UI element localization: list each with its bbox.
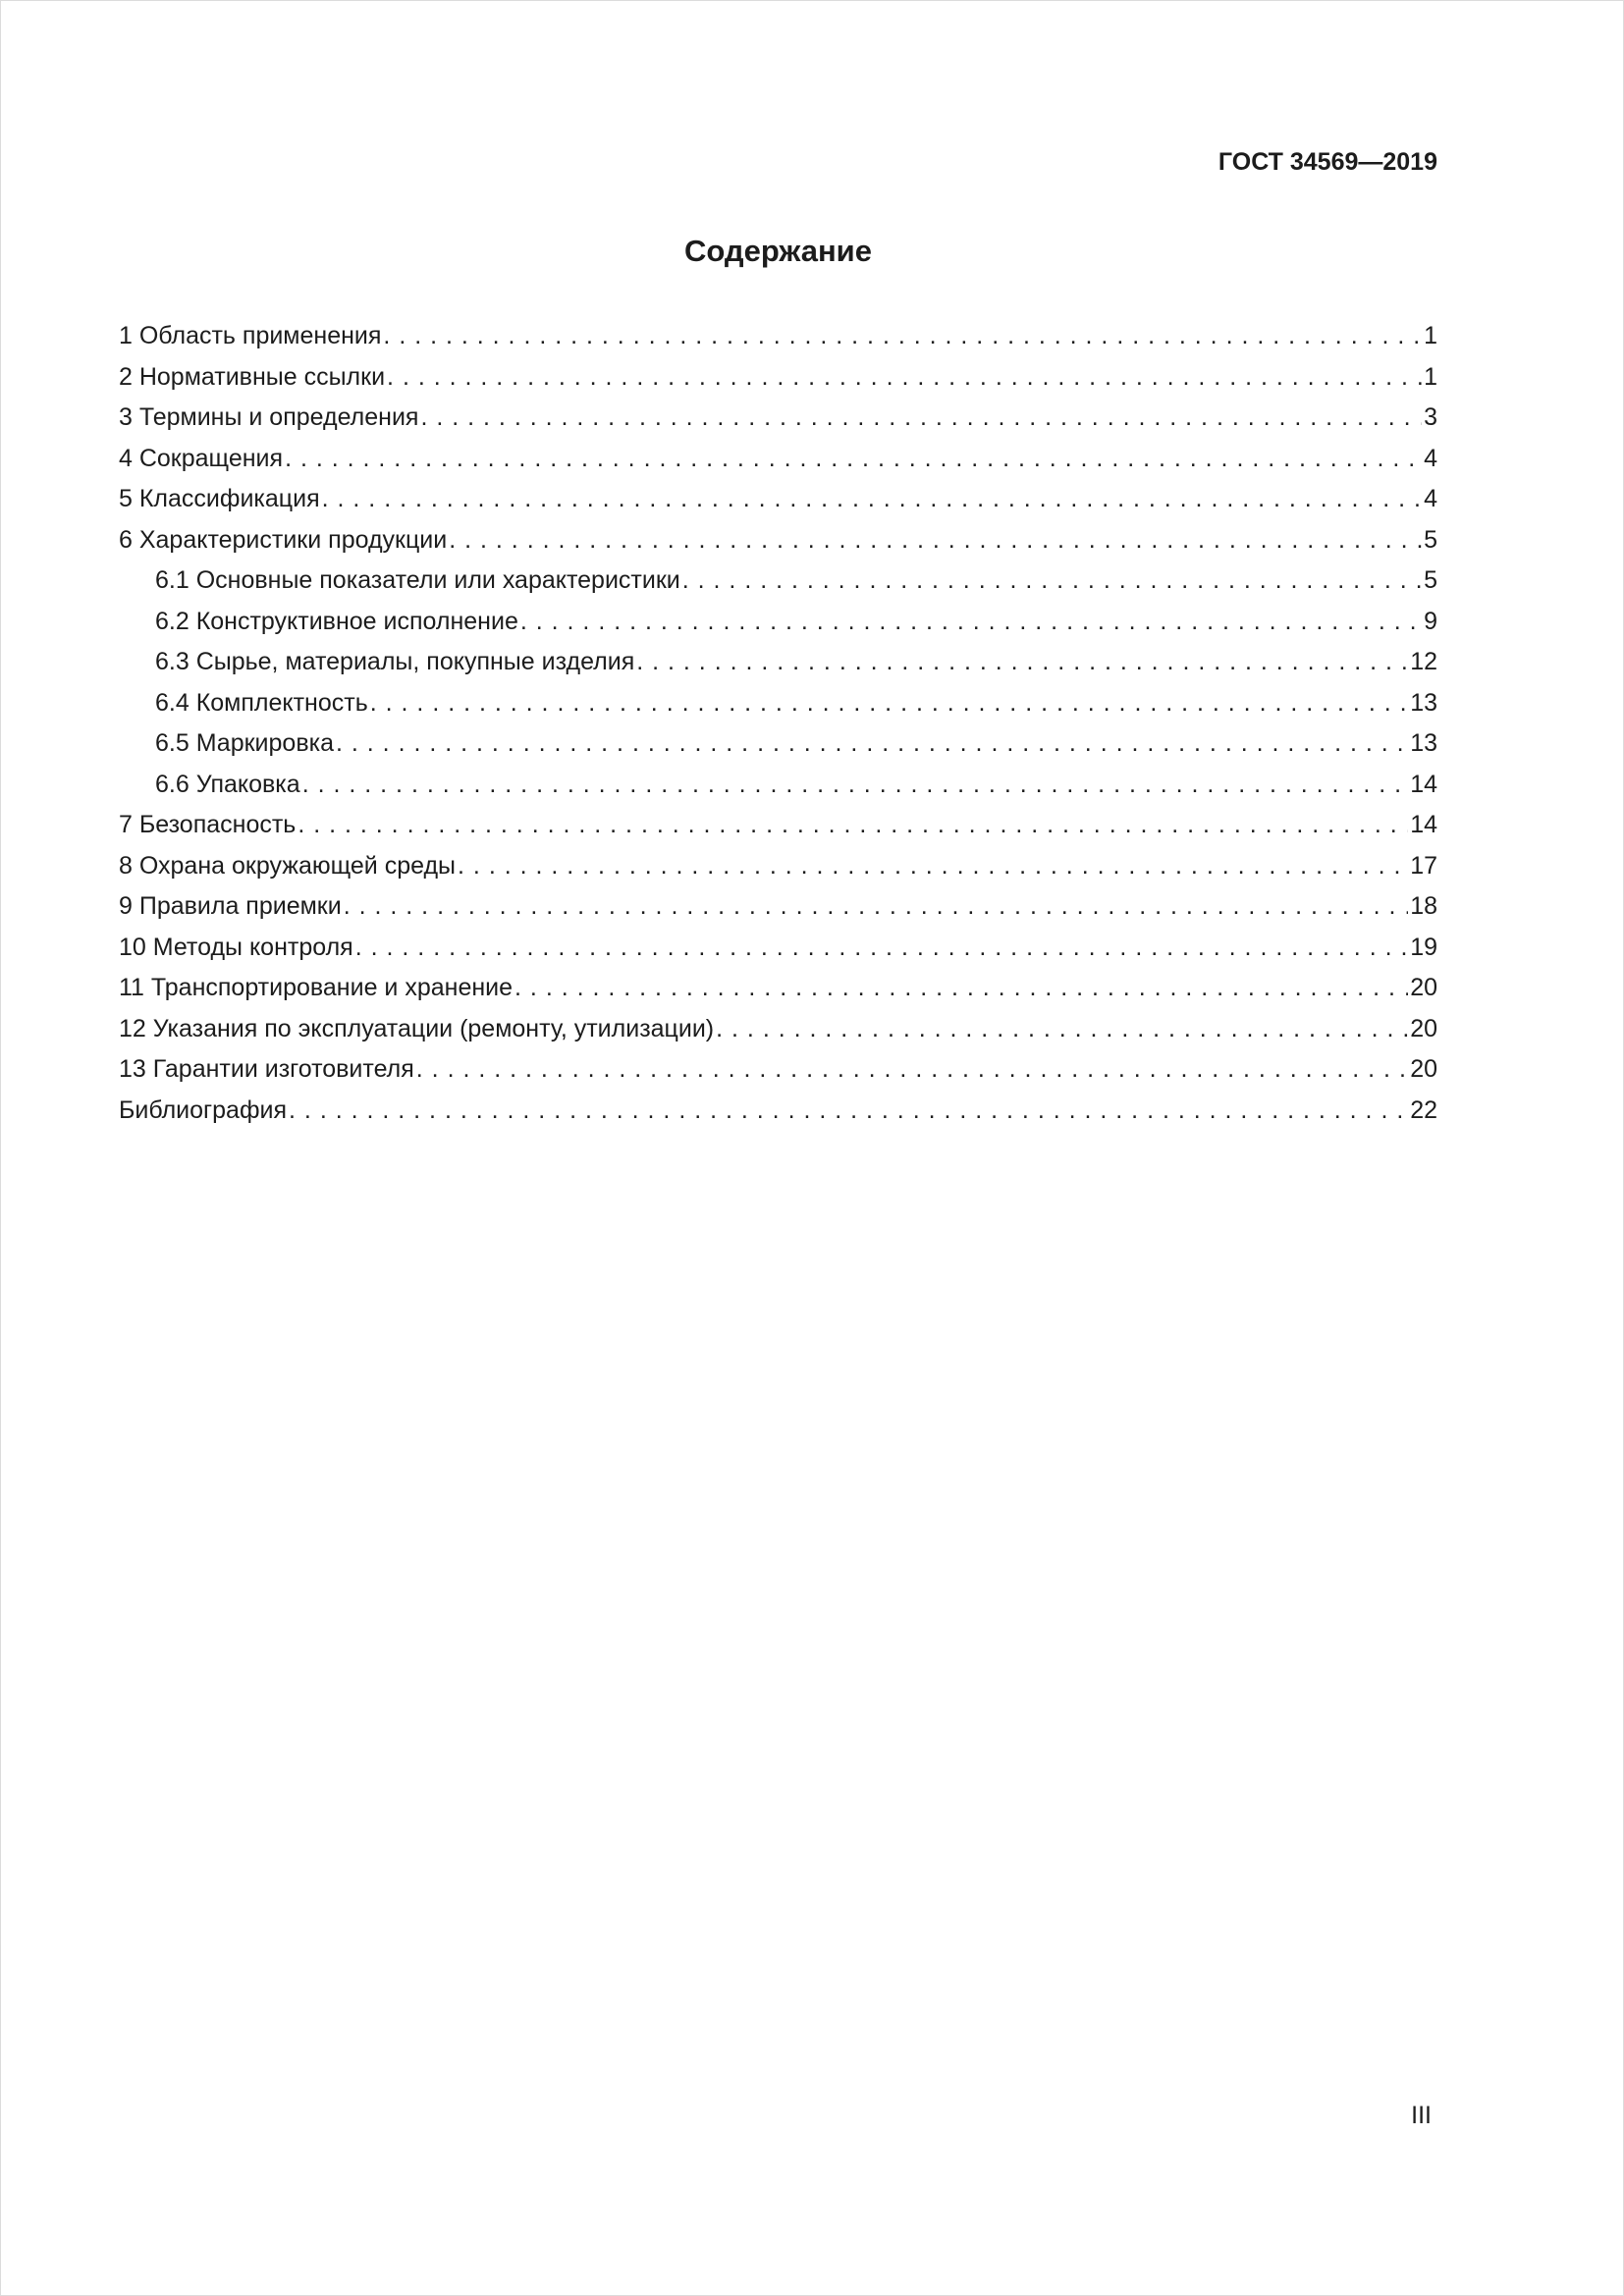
toc-dot-leader	[682, 561, 1422, 602]
toc-dot-leader	[416, 1049, 1408, 1091]
page-number: III	[1411, 2102, 1432, 2129]
document-number: ГОСТ 34569—2019	[1218, 148, 1437, 176]
toc-dot-leader	[449, 520, 1422, 561]
toc-entry	[119, 561, 1437, 602]
toc-dot-leader	[458, 846, 1408, 887]
toc-entry	[119, 520, 1437, 561]
toc-entry-page: 19	[1410, 933, 1437, 961]
toc-entry-page: 13	[1410, 688, 1437, 717]
toc-entry	[119, 968, 1437, 1009]
toc-entry-label: 6.2 Конструктивное исполнение	[155, 607, 518, 635]
toc-entry-page: 5	[1424, 566, 1437, 594]
toc-dot-leader	[514, 968, 1408, 1009]
toc-entry-page: 5	[1424, 525, 1437, 554]
toc-entry-label: 6.6 Упаковка	[155, 770, 300, 798]
toc-dot-leader	[289, 1091, 1408, 1132]
toc-dot-leader	[322, 479, 1422, 520]
toc-entry	[119, 928, 1437, 969]
toc-entry-label: 6 Характеристики продукции	[119, 525, 448, 554]
toc-entry	[119, 479, 1437, 520]
toc-entry-label: 2 Нормативные ссылки	[119, 362, 386, 391]
toc-entry	[119, 846, 1437, 887]
toc-entry-label: 3 Термины и определения	[119, 403, 419, 431]
toc-entry-label: 12 Указания по эксплуатации (ремонту, утилизации)	[119, 1014, 715, 1042]
toc-dot-leader	[420, 398, 1422, 439]
toc-entry-page: 3	[1424, 403, 1437, 431]
toc-entry	[119, 1009, 1437, 1050]
toc-entry	[119, 1049, 1437, 1091]
toc-entry-label: 6.4 Комплектность	[155, 688, 368, 717]
toc-dot-leader	[716, 1009, 1408, 1050]
toc-entry-page: 14	[1410, 770, 1437, 798]
toc-dot-leader	[302, 765, 1408, 806]
toc-dot-leader	[387, 357, 1422, 399]
toc-entry-label: 7 Безопасность	[119, 811, 297, 838]
toc-dot-leader	[383, 316, 1422, 357]
table-of-contents	[119, 316, 1437, 1131]
toc-entry-page: 12	[1410, 648, 1437, 675]
toc-entry	[119, 886, 1437, 928]
toc-entry-label: 6.5 Маркировка	[155, 729, 334, 757]
toc-entry-page: 4	[1424, 485, 1437, 512]
toc-dot-leader	[636, 642, 1408, 683]
toc-entry	[119, 602, 1437, 643]
toc-entry-page: 13	[1410, 729, 1437, 757]
toc-entry-label: 1 Область применения	[119, 322, 382, 349]
toc-entry	[119, 1091, 1437, 1132]
toc-dot-leader	[370, 683, 1408, 724]
page-title: Содержание	[684, 234, 872, 268]
toc-dot-leader	[298, 805, 1408, 846]
toc-entry-page: 22	[1410, 1095, 1437, 1124]
toc-entry-label: 6.1 Основные показатели или характеристики	[155, 566, 680, 594]
toc-entry	[119, 765, 1437, 806]
toc-entry-page: 18	[1410, 892, 1437, 920]
toc-entry-page: 1	[1424, 322, 1437, 349]
toc-entry-label: 6.3 Сырье, материалы, покупные изделия	[155, 648, 635, 675]
toc-entry	[119, 316, 1437, 357]
toc-entry-label: 11 Транспортирование и хранение	[119, 974, 514, 1001]
toc-dot-leader	[520, 602, 1422, 643]
toc-entry-page: 4	[1424, 444, 1437, 472]
toc-entry-page: 20	[1410, 974, 1437, 1001]
toc-entry-page: 20	[1410, 1014, 1437, 1042]
toc-entry	[119, 439, 1437, 480]
toc-entry-page: 9	[1424, 607, 1437, 635]
toc-dot-leader	[344, 886, 1408, 928]
toc-entry	[119, 642, 1437, 683]
toc-dot-leader	[355, 928, 1408, 969]
toc-entry-label: Библиография	[119, 1095, 288, 1124]
toc-entry-label: 8 Охрана окружающей среды	[119, 851, 457, 880]
toc-entry	[119, 683, 1437, 724]
toc-dot-leader	[285, 439, 1422, 480]
toc-entry	[119, 398, 1437, 439]
toc-entry-page: 1	[1424, 362, 1437, 391]
toc-entry	[119, 805, 1437, 846]
toc-entry-label: 4 Сокращения	[119, 444, 284, 472]
toc-entry	[119, 357, 1437, 399]
toc-entry-label: 9 Правила приемки	[119, 892, 342, 920]
toc-entry-page: 14	[1410, 811, 1437, 838]
toc-entry-label: 5 Классификация	[119, 485, 320, 512]
toc-dot-leader	[336, 723, 1408, 765]
toc-entry-label: 13 Гарантии изготовителя	[119, 1055, 414, 1083]
toc-entry-label: 10 Методы контроля	[119, 933, 353, 961]
toc-entry-page: 17	[1410, 851, 1437, 880]
toc-entry	[119, 723, 1437, 765]
toc-entry-page: 20	[1410, 1055, 1437, 1083]
